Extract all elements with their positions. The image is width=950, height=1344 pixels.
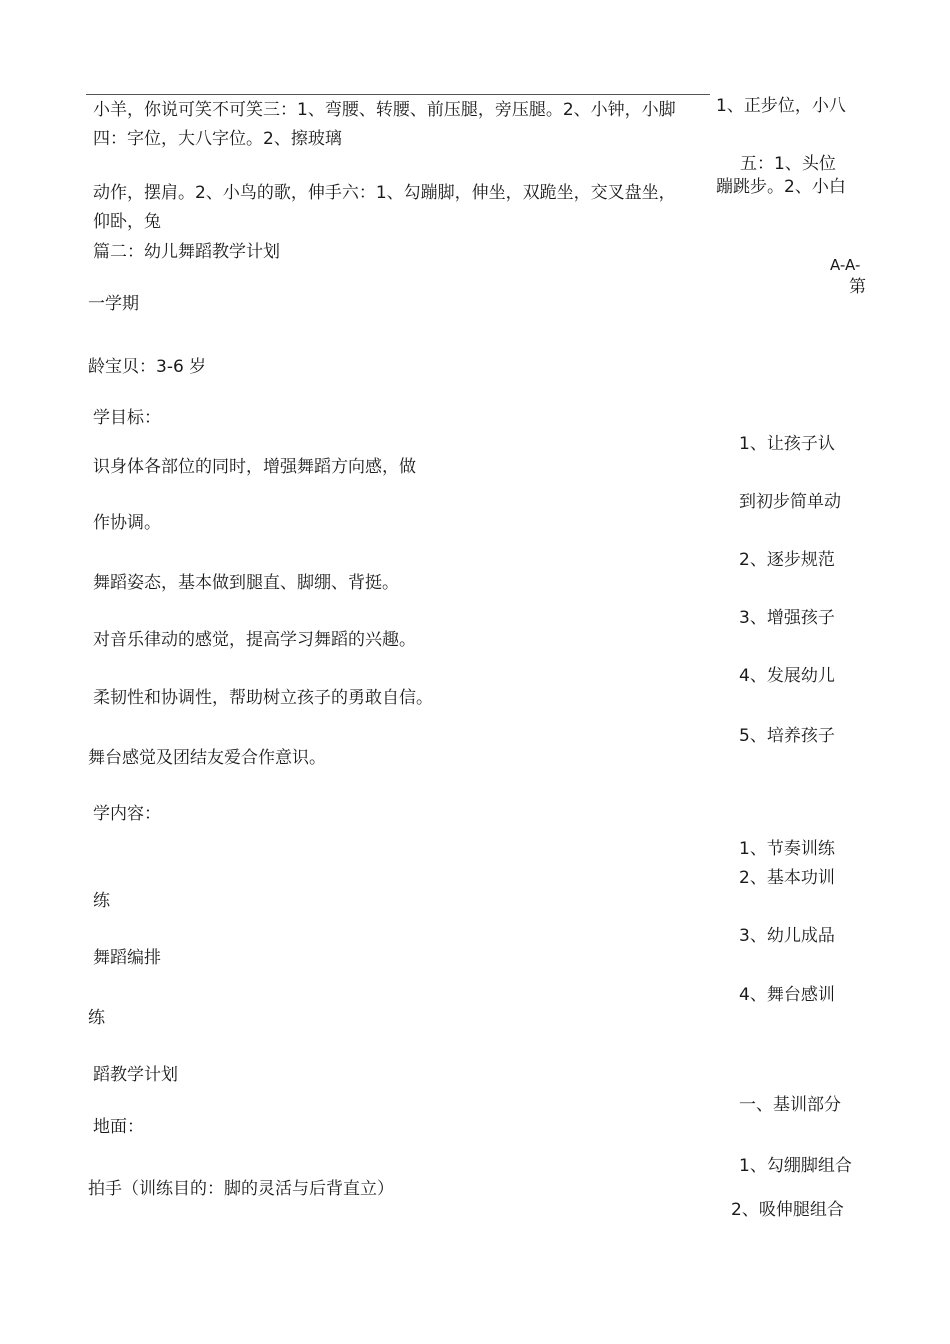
side-line: 2、吸伸腿组合 — [731, 1200, 844, 1220]
body-line: 蹈教学计划 — [93, 1065, 178, 1085]
body-line: 舞蹈编排 — [93, 948, 161, 968]
body-line: 动作，摆肩。2、小鸟的歌，伸手六：1、勾蹦脚，伸坐，双跪坐，交叉盘坐， — [93, 183, 676, 203]
body-line: 舞台感觉及团结友爱合作意识。 — [88, 748, 326, 768]
side-line: 3、幼儿成品 — [739, 926, 835, 946]
body-line: 仰卧，兔 — [93, 212, 161, 232]
side-heading: 一、基训部分 — [739, 1095, 841, 1115]
body-line: 龄宝贝：3-6 岁 — [88, 357, 207, 377]
side-line: 1、正步位，小八 — [716, 96, 846, 116]
body-line: 学内容： — [93, 804, 161, 824]
body-line: 对音乐律动的感觉，提高学习舞蹈的兴趣。 — [93, 630, 416, 650]
body-line: 舞蹈姿态，基本做到腿直、脚绷、背挺。 — [93, 573, 399, 593]
body-line: 四：字位，大八字位。2、擦玻璃 — [93, 129, 342, 149]
side-line: 1、节奏训练 — [739, 839, 835, 859]
side-line: 1、让孩子认 — [739, 434, 835, 454]
body-line: 柔韧性和协调性，帮助树立孩子的勇敢自信。 — [93, 688, 433, 708]
side-line: 3、增强孩子 — [739, 608, 835, 628]
side-line: 2、基本功训 — [739, 868, 835, 888]
body-line: 拍手（训练目的：脚的灵活与后背直立） — [88, 1179, 394, 1199]
body-line: 地面： — [93, 1117, 144, 1137]
body-line: 练 — [88, 1008, 105, 1028]
side-line: 到初步简单动 — [739, 492, 841, 512]
body-line: 识身体各部位的同时，增强舞蹈方向感，做 — [93, 457, 416, 477]
side-line: 5、培养孩子 — [739, 726, 835, 746]
body-line: 小羊，你说可笑不可笑三：1、弯腰、转腰、前压腿，旁压腿。2、小钟，小脚 — [93, 100, 676, 120]
side-line: 2、逐步规范 — [739, 550, 835, 570]
side-line: 4、舞台感训 — [739, 985, 835, 1005]
header-rule — [86, 94, 710, 95]
side-line: 五：1、头位 — [740, 154, 836, 174]
side-line: 蹦跳步。2、小白 — [716, 177, 846, 197]
body-line: 练 — [93, 891, 110, 911]
body-line: 作协调。 — [93, 513, 161, 533]
section-heading: 篇二：幼儿舞蹈教学计划 — [93, 242, 280, 262]
body-line: 学目标： — [93, 408, 161, 428]
side-line: 1、勾绷脚组合 — [739, 1156, 852, 1176]
side-line: 第 — [849, 277, 866, 297]
side-line: A-A- — [830, 256, 861, 274]
side-line: 4、发展幼儿 — [739, 666, 835, 686]
body-line: 一学期 — [88, 294, 139, 314]
